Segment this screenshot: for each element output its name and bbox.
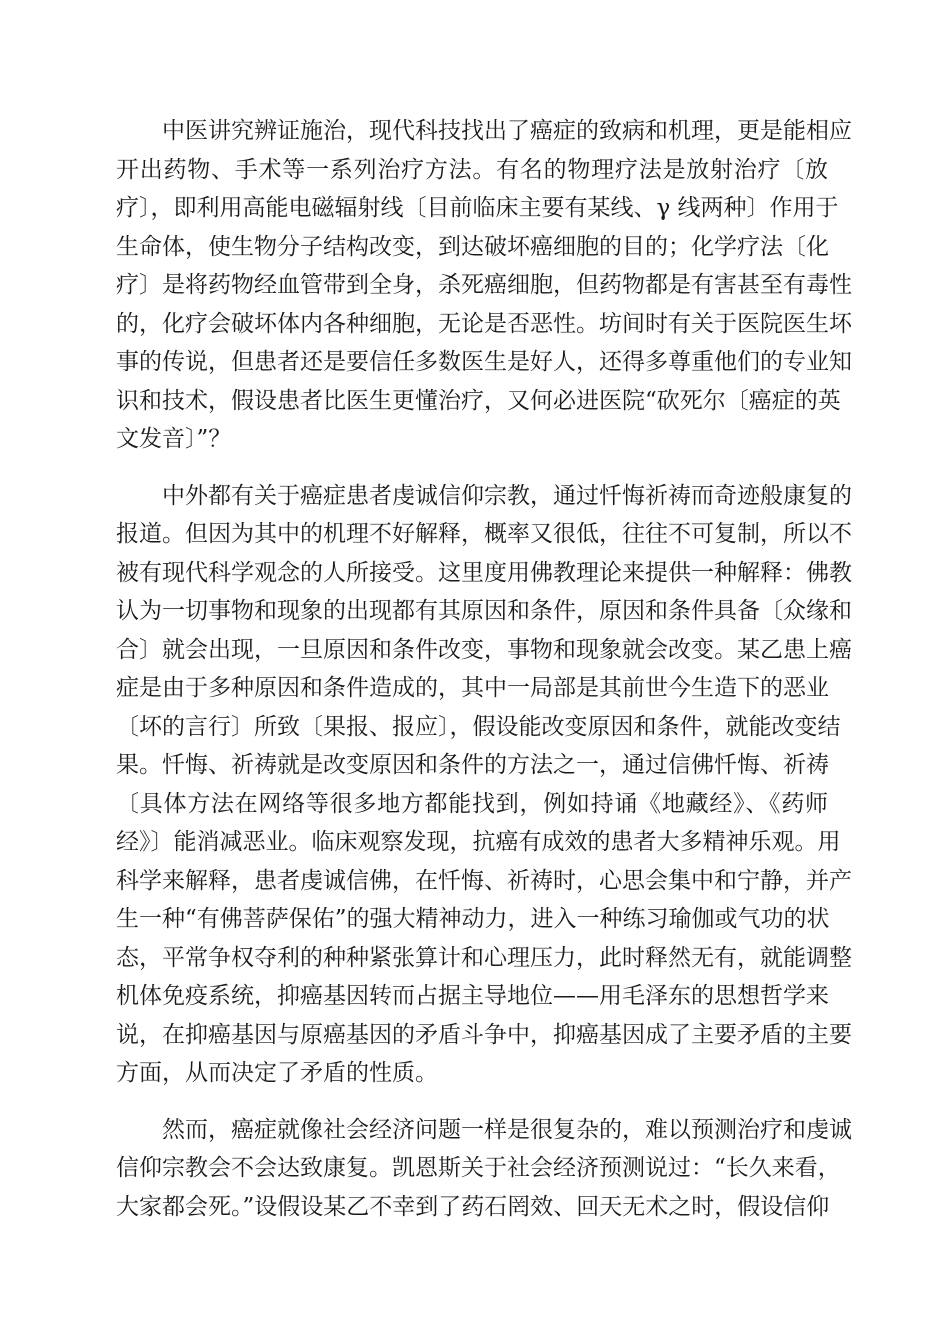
text-line: 被有现代科学观念的人所接受。这里度用佛教理论来提供一种解释：佛教	[116, 559, 852, 586]
text-line: 生一种“有佛菩萨保佑”的强大精神动力，进入一种练习瑜伽或气功的状	[116, 906, 830, 932]
text-line: 开出药物、手术等一系列治疗方法。有名的物理疗法是放射治疗〔放	[116, 156, 828, 183]
text-line: 报道。但因为其中的机理不好解释，概率又很低，往往不可复制，所以不	[116, 521, 852, 547]
text-line: 认为一切事物和现象的出现都有其原因和条件，原因和条件具备〔众缘和	[116, 598, 852, 624]
text-line: 方面，从而决定了矛盾的性质。	[116, 1060, 438, 1086]
text-line: 然而，癌症就像社会经济问题一样是很复杂的，难以预测治疗和虔诚	[162, 1116, 852, 1143]
document-body	[116, 112, 852, 1244]
text-line: 大家都会死。”设假设某乙不幸到了药石罔效、回天无术之时，假设信仰	[116, 1193, 830, 1220]
paragraph-2	[116, 477, 852, 1093]
text-line: 事的传说，但患者还是要信任多数医生是好人，还得多尊重他们的专业知	[116, 349, 852, 375]
text-line: 果。忏悔、祈祷就是改变原因和条件的方法之一，通过信佛忏悔、祈祷	[116, 752, 829, 778]
paragraph-3	[116, 1111, 852, 1227]
paragraph-1	[116, 112, 852, 459]
text-line: 〔坏的言行〕所致〔果报、报应〕，假设能改变原因和条件，就能改变结	[116, 713, 841, 740]
text-line: 文发音〕”？	[116, 426, 232, 452]
text-line: 中医讲究辨证施治，现代科技找出了癌症的致病和机理，更是能相应	[162, 118, 852, 144]
text-line: 态，平常争权夺利的种种紧张算计和心理压力，此时释然无有，就能调整	[116, 944, 852, 971]
text-line: 经》〕能消减恶业。临床观察发现，抗癌有成效的患者大多精神乐观。用	[116, 829, 841, 855]
text-line: 疗〕，即利用高能电磁辐射线〔目前临床主要有某线、γ 线两种〕作用于	[116, 195, 839, 221]
text-line: 的，化疗会破坏体内各种细胞，无论是否恶性。坊间时有关于医院医生坏	[116, 310, 852, 337]
text-line: 识和技术，假设患者比医生更懂治疗，又何必进医院“砍死尔〔癌症的英	[116, 387, 841, 414]
text-line: 机体免疫系统，抑癌基因转而占据主导地位——用毛泽东的思想哲学来	[116, 983, 829, 1009]
text-line: 〔具体方法在网络等很多地方都能找到，例如持诵《地藏经》、《药师	[116, 790, 828, 817]
text-line: 说，在抑癌基因与原癌基因的矛盾斗争中，抑癌基因成了主要矛盾的主要	[116, 1021, 852, 1048]
text-line: 信仰宗教会不会达致康复。凯恩斯关于社会经济预测说过：“长久来看，	[116, 1155, 841, 1181]
text-line: 科学来解释，患者虔诚信佛，在忏悔、祈祷时，心思会集中和宁静，并产	[116, 867, 852, 894]
text-line: 疗〕是将药物经血管带到全身，杀死癌细胞，但药物都是有害甚至有毒性	[116, 272, 852, 298]
text-line: 生命体，使生物分子结构改变，到达破坏癌细胞的目的；化学疗法〔化	[116, 233, 829, 260]
text-line: 症是由于多种原因和条件造成的，其中一局部是其前世今生造下的恶业	[116, 675, 829, 701]
text-line: 合〕就会出现，一旦原因和条件改变，事物和现象就会改变。某乙患上癌	[116, 636, 852, 663]
text-line: 中外都有关于癌症患者虔诚信仰宗教，通过忏悔祈祷而奇迹般康复的	[162, 482, 852, 509]
